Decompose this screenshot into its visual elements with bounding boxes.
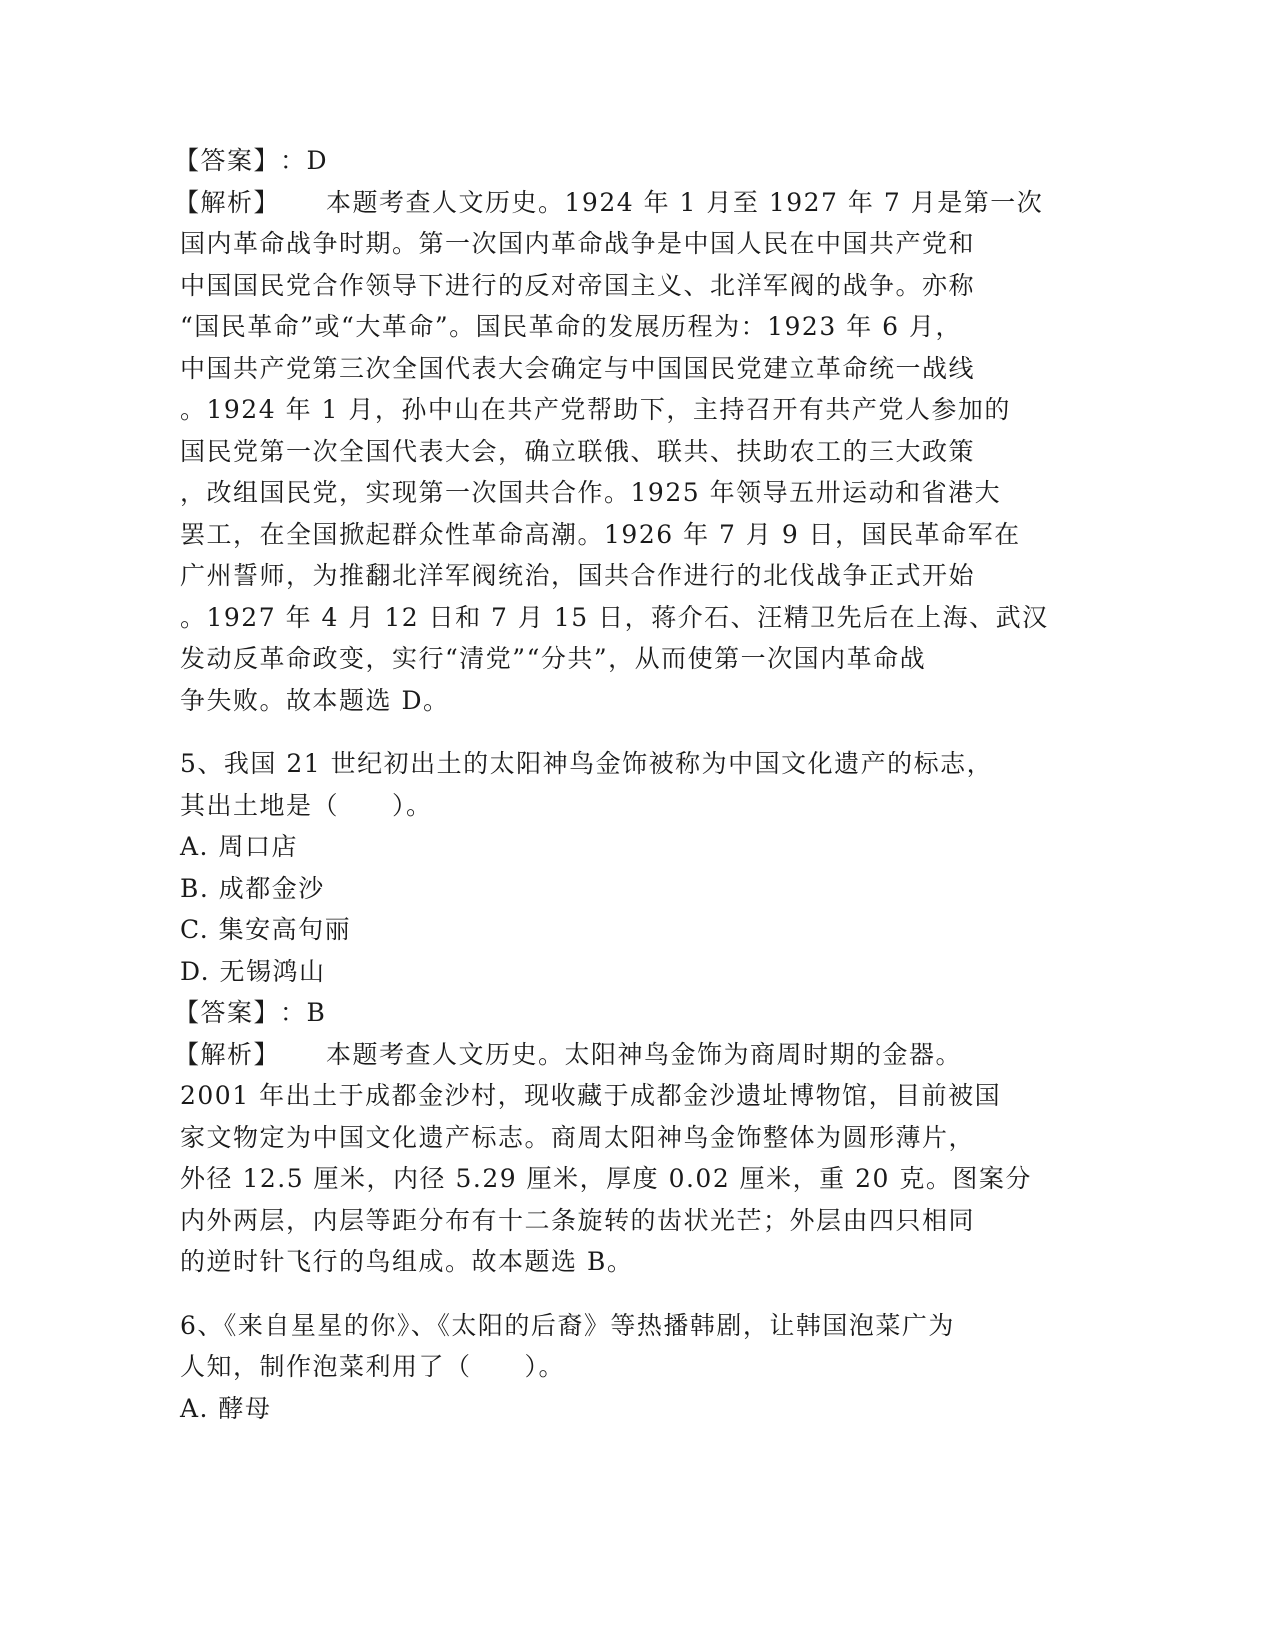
analysis-line: 国民党第一次全国代表大会，确立联俄、联共、扶助农工的三大政策 [180, 436, 976, 466]
answer-label: 【答案】 [174, 998, 281, 1027]
analysis-line: 的逆时针飞行的鸟组成。故本题选 B。 [180, 1247, 634, 1276]
document-body [174, 140, 1049, 1429]
q6-option-a: A. 酵母 [180, 1393, 272, 1423]
analysis-label: 【解析】 [174, 1039, 281, 1069]
analysis-line: 国内革命战争时期。第一次国内革命战争是中国人民在中国共产党和 [180, 229, 976, 258]
q5-option-c: C. 集安高句丽 [180, 915, 352, 944]
q6-stem-line: 6、《来自星星的你》、《太阳的后裔》等热播韩剧，让韩国泡菜广为 [180, 1310, 955, 1340]
analysis-line: 家文物定为中国文化遗产标志。商周太阳神鸟金饰整体为圆形薄片， [180, 1122, 976, 1152]
q4-answer [174, 140, 1030, 182]
answer-value: ：D [280, 146, 329, 175]
analysis-text: 本题考查人文历史。太阳神鸟金饰为商周时期的金器。 [326, 1039, 963, 1069]
analysis-line: 2001 年出土于成都金沙村，现收藏于成都金沙遗址博物馆，目前被国 [180, 1081, 1002, 1110]
analysis-line: 。1924 年 1 月，孙中山在共产党帮助下，主持召开有共产党人参加的 [180, 395, 1011, 424]
answer-value: ：B [280, 998, 327, 1027]
analysis-line: 。1927 年 4 月 12 日和 7 月 15 日，蒋介石、汪精卫先后在上海、武汉 [180, 602, 1049, 632]
analysis-line: ，改组国民党，实现第一次国共合作。1925 年领导五卅运动和省港大 [180, 478, 1002, 507]
analysis-line: 内外两层，内层等距分布有十二条旋转的齿状光芒；外层由四只相同 [180, 1205, 976, 1235]
q5-option-a: A. 周口店 [180, 832, 298, 861]
analysis-line: 外径 12.5 厘米，内径 5.29 厘米，厚度 0.02 厘米，重 20 克。图案分 [180, 1164, 1032, 1193]
q4-analysis-first-line [174, 182, 1044, 224]
q5-option-d: D. 无锡鸿山 [180, 956, 326, 986]
q6-stem-line: 人知，制作泡菜利用了（ ）。 [180, 1352, 566, 1381]
q5-answer [174, 992, 1030, 1034]
analysis-line: 中国共产党第三次全国代表大会确定与中国国民党建立革命统一战线 [180, 353, 976, 383]
q5-option-b: B. 成都金沙 [180, 873, 325, 903]
analysis-line: 争失败。故本题选 D。 [180, 685, 450, 715]
analysis-line: 广州誓师，为推翻北洋军阀统治，国共合作进行的北伐战争正式开始 [180, 561, 976, 590]
analysis-line: 中国国民党合作领导下进行的反对帝国主义、北洋军阀的战争。亦称 [180, 270, 976, 300]
analysis-line: 发动反革命政变，实行“清党”“分共”，从而使第一次国内革命战 [180, 644, 927, 673]
analysis-line: “国民革命”或“大革命”。国民革命的发展历程为：1923 年 6 月， [180, 312, 962, 341]
q5-analysis-first-line [174, 1034, 1030, 1076]
q5-stem-line: 其出土地是（ ）。 [180, 790, 433, 820]
q5-stem-line: 5、我国 21 世纪初出土的太阳神鸟金饰被称为中国文化遗产的标志， [180, 749, 994, 778]
answer-label: 【答案】 [174, 146, 281, 175]
analysis-label: 【解析】 [174, 187, 281, 217]
analysis-line: 罢工，在全国掀起群众性革命高潮。1926 年 7 月 9 日，国民革命军在 [180, 519, 1021, 549]
analysis-text: 本题考查人文历史。1924 年 1 月至 1927 年 7 月是第一次 [326, 187, 1044, 217]
